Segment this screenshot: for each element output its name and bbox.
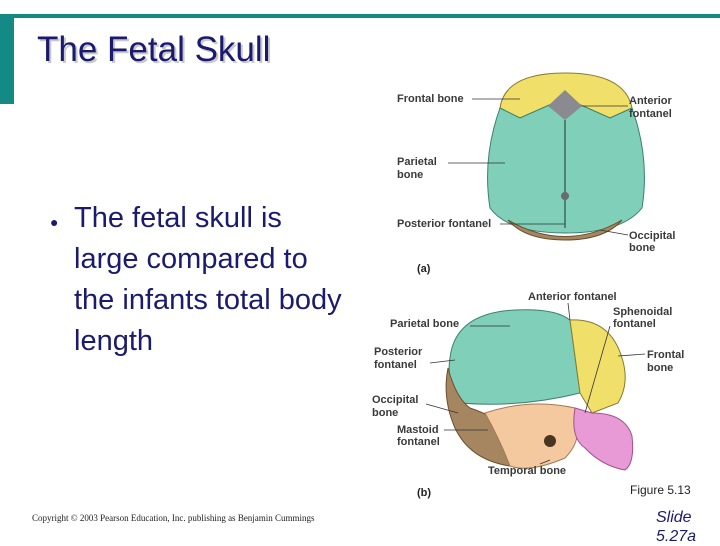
- label-a-occipital-bone-2: bone: [629, 242, 656, 254]
- fetal-skull-figure: [360, 68, 720, 508]
- label-b-sphenoidal-fontanel-1: Sphenoidal: [613, 306, 673, 318]
- label-panel-b: (b): [417, 487, 432, 499]
- label-b-sphenoidal-fontanel-2: fontanel: [613, 318, 656, 330]
- label-b-posterior-fontanel-1: Posterior: [374, 346, 423, 358]
- ear-opening-shape: [544, 435, 556, 447]
- label-a-posterior-fontanel: Posterior fontanel: [397, 218, 492, 230]
- label-b-parietal-bone: Parietal bone: [390, 318, 460, 330]
- sphenoid-bone-lateral-shape: [574, 408, 633, 470]
- label-b-occipital-bone-2: bone: [372, 407, 399, 419]
- label-b-anterior-fontanel: Anterior fontanel: [528, 291, 617, 303]
- parietal-bone-lateral-shape: [449, 310, 580, 405]
- label-b-posterior-fontanel-2: fontanel: [374, 359, 417, 371]
- leader-b-frontal-bone: [618, 354, 645, 356]
- label-a-parietal-bone-1: Parietal: [397, 156, 437, 168]
- label-b-mastoid-fontanel-1: Mastoid: [397, 424, 439, 436]
- slide-title: The Fetal Skull: [37, 30, 271, 69]
- label-a-occipital-bone-1: Occipital: [629, 230, 676, 242]
- leader-b-anterior-fontanel: [568, 303, 570, 320]
- slide-number: Slide 5.27a: [656, 509, 697, 545]
- posterior-fontanel-shape: [561, 192, 569, 200]
- label-a-frontal-bone: Frontal bone: [397, 93, 464, 105]
- bullet-text: The fetal skull is large compared to the infants total body length: [74, 202, 342, 357]
- label-b-occipital-bone-1: Occipital: [372, 394, 419, 406]
- copyright-notice: Copyright © 2003 Pearson Education, Inc. publishing as Benjamin Cummings: [32, 513, 315, 523]
- skull-superior-view: [397, 73, 675, 275]
- label-b-frontal-bone-2: bone: [647, 362, 674, 374]
- label-b-frontal-bone-1: Frontal: [647, 349, 685, 361]
- skull-lateral-view: [372, 291, 684, 499]
- label-b-mastoid-fontanel-2: fontanel: [397, 436, 440, 448]
- label-a-parietal-bone-2: bone: [397, 169, 424, 181]
- label-b-temporal-bone: Temporal bone: [488, 465, 567, 477]
- frontal-bone-lateral-shape: [570, 320, 625, 413]
- label-panel-a: (a): [417, 263, 431, 275]
- label-a-anterior-fontanel-2: fontanel: [629, 108, 672, 120]
- bullet-icon: ●: [50, 214, 59, 230]
- figure-caption: Figure 5.13: [630, 483, 691, 497]
- label-a-anterior-fontanel-1: Anterior: [629, 95, 672, 107]
- top-accent-bar: [0, 14, 720, 18]
- left-accent-bar: [0, 14, 14, 104]
